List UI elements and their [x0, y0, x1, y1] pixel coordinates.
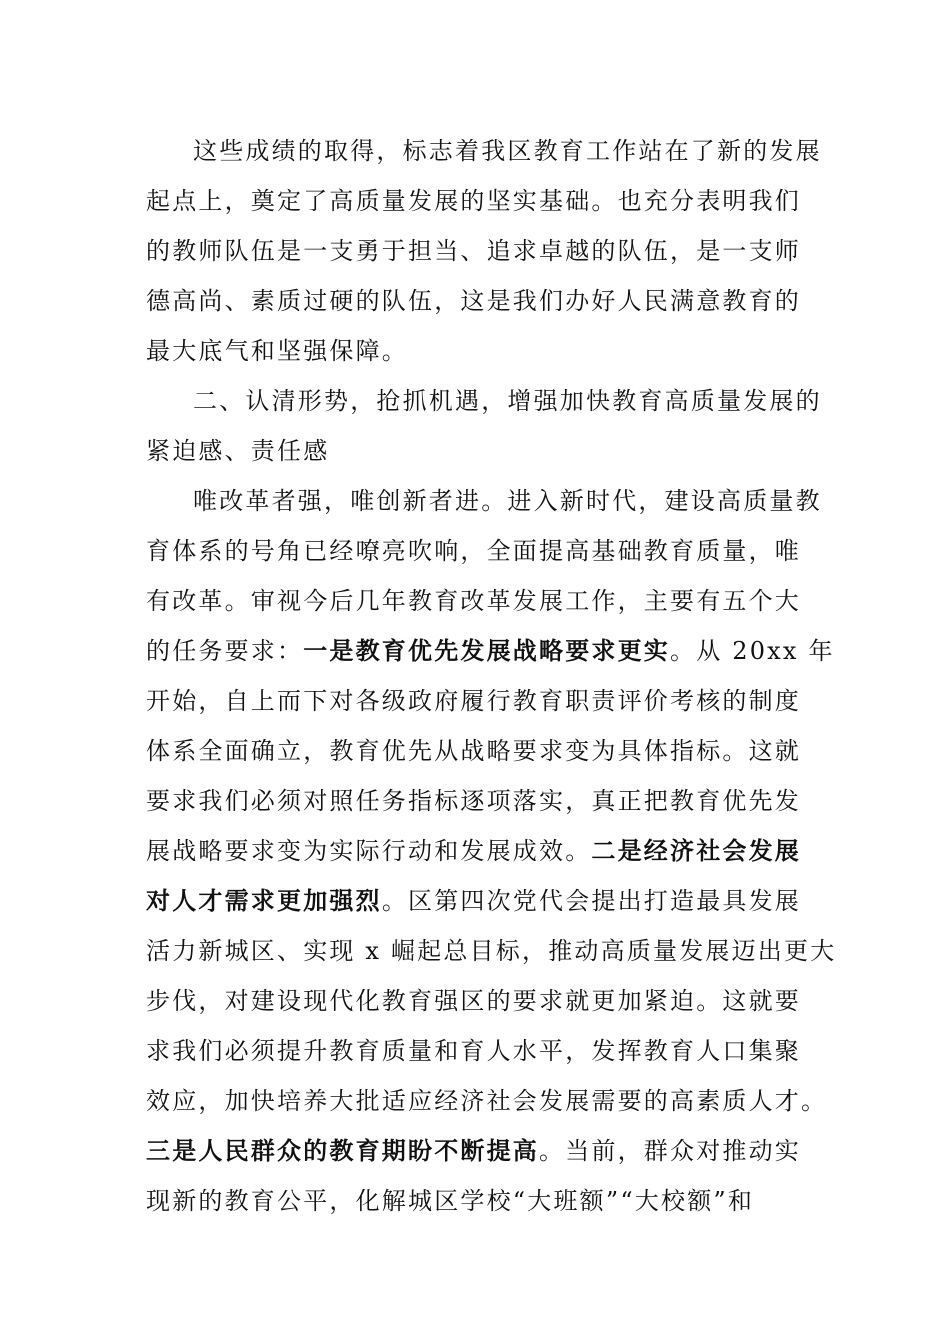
text-segment: 有改革。审视今后几年教育改革发展工作，主要有五个大: [146, 587, 801, 615]
bold-text-segment: 对人才需求更加强烈: [146, 887, 382, 915]
text-line: [146, 236, 816, 266]
text-segment: 。从 20xx 年: [670, 637, 835, 665]
bold-text-segment: 一是教育优先发展战略要求更实: [303, 637, 671, 665]
text-segment: 。区第四次党代会提出打造最具发展: [381, 887, 802, 915]
text-line: [146, 836, 816, 866]
text-line: [146, 1086, 828, 1116]
text-line: [146, 636, 835, 666]
text-line: [146, 786, 816, 816]
text-segment: 要求我们必须对照任务指标逐项落实，真正把教育优先发: [146, 787, 801, 815]
bold-text-segment: 二是经济社会发展: [591, 837, 802, 865]
text-line: [193, 386, 863, 416]
text-line: [146, 186, 816, 216]
text-line: [193, 136, 863, 166]
text-line: [146, 586, 816, 616]
text-segment: 起点上，奠定了高质量发展的坚实基础。也充分表明我们: [146, 187, 801, 215]
text-segment: 现新的教育公平，化解城区学校“大班额”“大校额”和: [146, 1187, 755, 1215]
text-segment: 最大底气和坚强保障。: [146, 337, 408, 365]
text-line: [146, 736, 816, 766]
text-segment: 二、认清形势，抢抓机遇，增强加快教育高质量发展的: [193, 387, 822, 415]
text-line: [146, 436, 816, 466]
text-segment: 紧迫感、责任感: [146, 437, 330, 465]
text-segment: 求我们必须提升教育质量和育人水平，发挥教育人口集聚: [146, 1037, 801, 1065]
text-line: [146, 1036, 816, 1066]
text-line: [146, 886, 816, 916]
text-line: [146, 286, 816, 316]
text-segment: 活力新城区、实现 x 崛起总目标，推动高质量发展迈出更大: [146, 937, 837, 965]
text-line: [193, 486, 863, 516]
text-line: [146, 1136, 816, 1166]
text-line: [146, 686, 816, 716]
text-segment: 效应，加快培养大批适应经济社会发展需要的高素质人才。: [146, 1087, 828, 1115]
text-line: [146, 936, 837, 966]
text-line: [146, 986, 816, 1016]
text-segment: 德高尚、素质过硬的队伍，这是我们办好人民满意教育的: [146, 287, 801, 315]
text-segment: 育体系的号角已经嘹亮吹响，全面提高基础教育质量，唯: [146, 537, 801, 565]
text-segment: 步伐，对建设现代化教育强区的要求就更加紧迫。这就要: [146, 987, 801, 1015]
text-segment: 。当前，群众对推动实: [539, 1137, 801, 1165]
text-line: [146, 1186, 816, 1216]
text-segment: 唯改革者强，唯创新者进。进入新时代，建设高质量教: [193, 487, 822, 515]
bold-text-segment: 三是人民群众的教育期盼不断提高: [146, 1137, 539, 1165]
text-segment: 这些成绩的取得，标志着我区教育工作站在了新的发展: [193, 137, 822, 165]
text-line: [146, 536, 816, 566]
text-segment: 开始，自上而下对各级政府履行教育职责评价考核的制度: [146, 687, 801, 715]
text-line: [146, 336, 816, 366]
text-segment: 展战略要求变为实际行动和发展成效。: [146, 837, 592, 865]
text-segment: 体系全面确立，教育优先从战略要求变为具体指标。这就: [146, 737, 801, 765]
text-segment: 的教师队伍是一支勇于担当、追求卓越的队伍，是一支师: [146, 237, 801, 265]
text-segment: 的任务要求：: [146, 637, 304, 665]
